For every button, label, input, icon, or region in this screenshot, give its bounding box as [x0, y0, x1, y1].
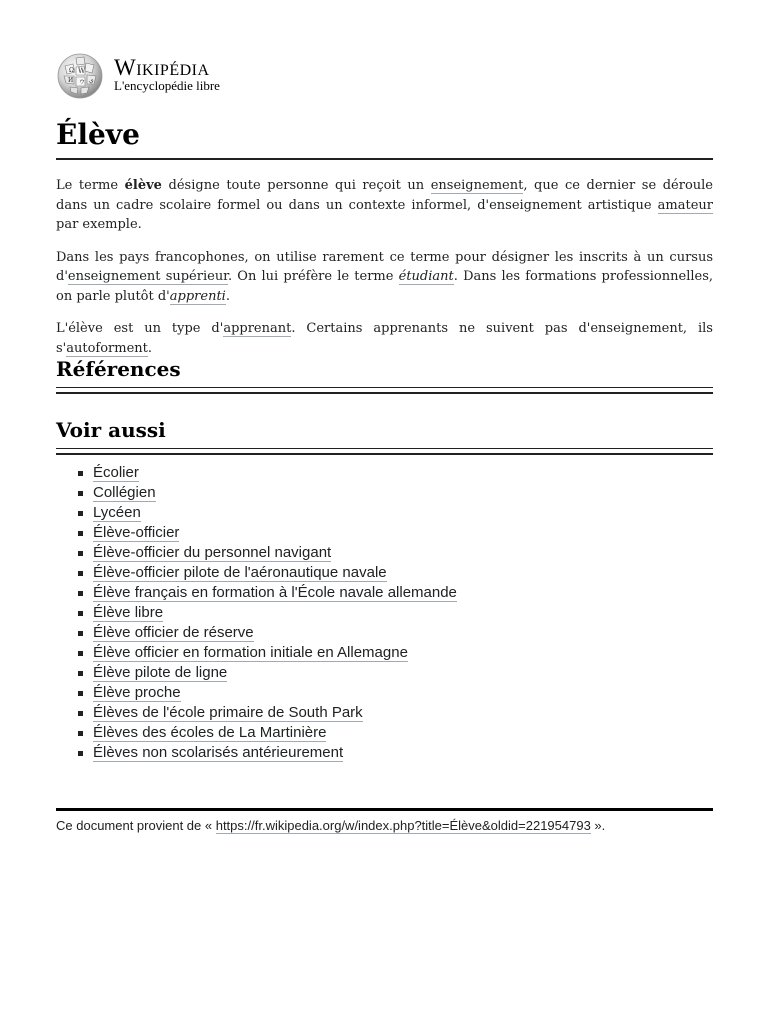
list-item — [93, 743, 457, 763]
see-also-link[interactable]: Élève français en formation à l'École navale allemande — [93, 584, 457, 601]
see-also-link[interactable]: Élève-officier pilote de l'aéronautique navale — [93, 564, 387, 581]
site-tagline: L'encyclopédie libre — [114, 78, 220, 93]
see-also-link[interactable]: Collégien — [93, 484, 156, 501]
see-also-link[interactable]: Élève officier de réserve — [93, 624, 254, 641]
text: désigne toute personne qui reçoit un — [161, 178, 431, 193]
list-item — [93, 463, 457, 483]
footer-prefix: Ce document provient de « — [56, 818, 216, 833]
paragraph-2 — [56, 248, 713, 307]
text: , que ce dernier se déroule dans un cadre scolaire formel ou dans un contexte informel, d'enseignement artistique — [56, 178, 713, 213]
see-also-list — [56, 463, 457, 763]
page-title: Élève — [56, 116, 713, 160]
text: L'élève est un type d' — [56, 321, 224, 336]
section-heading-references: Références — [56, 355, 713, 388]
section-heading-voir-aussi: Voir aussi — [56, 416, 713, 449]
svg-text:ي: ي — [89, 77, 94, 84]
text: . — [147, 340, 153, 356]
list-item — [93, 683, 457, 703]
link-apprenti[interactable]: apprenti — [169, 288, 226, 304]
list-item — [93, 503, 457, 523]
list-item — [93, 603, 457, 623]
text: par exemple. — [56, 217, 142, 232]
svg-text:Ω: Ω — [69, 67, 74, 74]
text: . — [225, 288, 230, 304]
link-etudiant[interactable]: étudiant — [398, 269, 454, 284]
list-item — [93, 523, 457, 543]
list-item — [93, 583, 457, 603]
see-also-link[interactable]: Élèves de l'école primaire de South Park — [93, 704, 363, 721]
see-also-link[interactable]: Élèves des écoles de La Martinière — [93, 724, 327, 741]
svg-text:И: И — [68, 77, 74, 84]
see-also-link[interactable]: Élèves non scolarisés antérieurement — [93, 744, 344, 761]
link-apprenant[interactable]: apprenant — [223, 321, 292, 336]
list-item — [93, 623, 457, 643]
list-item — [93, 703, 457, 723]
link-autoforment[interactable]: autoforment — [66, 340, 148, 356]
text: Dans les pays francophones, on utilise rarement ce terme pour désigner les inscrits à un cursus d' — [56, 249, 713, 284]
footer-source-link[interactable]: https://fr.wikipedia.org/w/index.php?title=Élève&oldid=221954793 — [215, 818, 591, 833]
text: Le terme — [56, 178, 125, 193]
footer-divider — [56, 808, 713, 811]
see-also-link[interactable]: Élève officier en formation initiale en Allemagne — [93, 644, 408, 661]
svg-text:ウ: ウ — [79, 79, 86, 86]
bold-term: élève — [124, 178, 162, 193]
paragraph-1 — [56, 176, 713, 235]
see-also-link[interactable]: Élève pilote de ligne — [93, 664, 228, 681]
paragraph-3 — [56, 319, 713, 358]
footer-source — [56, 818, 713, 834]
text: . On lui préfère le terme — [227, 269, 399, 284]
see-also-link[interactable]: Élève-officier du personnel navigant — [93, 544, 332, 561]
link-enseignement-superieur[interactable]: enseignement supérieur — [67, 269, 228, 284]
link-enseignement[interactable]: enseignement — [430, 178, 524, 193]
wikipedia-globe-icon — [56, 52, 104, 100]
list-item — [93, 643, 457, 663]
text: . Certains apprenants ne suivent pas d'enseignement, ils s' — [56, 321, 713, 356]
list-item — [93, 723, 457, 743]
list-item — [93, 483, 457, 503]
footer-suffix: ». — [590, 818, 606, 833]
see-also-link[interactable]: Lycéen — [93, 504, 141, 521]
site-logo[interactable] — [56, 52, 356, 100]
see-also-link[interactable]: Élève proche — [93, 684, 181, 701]
link-amateur[interactable]: amateur — [657, 197, 713, 213]
see-also-link[interactable]: Élève-officier — [93, 524, 180, 541]
list-item — [93, 543, 457, 563]
svg-text:W: W — [78, 67, 86, 75]
site-wordmark: Wikipédia — [114, 55, 210, 80]
article-body — [56, 176, 713, 371]
list-item — [93, 563, 457, 583]
see-also-link[interactable]: Élève libre — [93, 604, 164, 621]
see-also-link[interactable]: Écolier — [93, 464, 139, 481]
list-item — [93, 663, 457, 683]
text: . Dans les formations professionnelles, on parle plutôt d' — [56, 269, 714, 304]
